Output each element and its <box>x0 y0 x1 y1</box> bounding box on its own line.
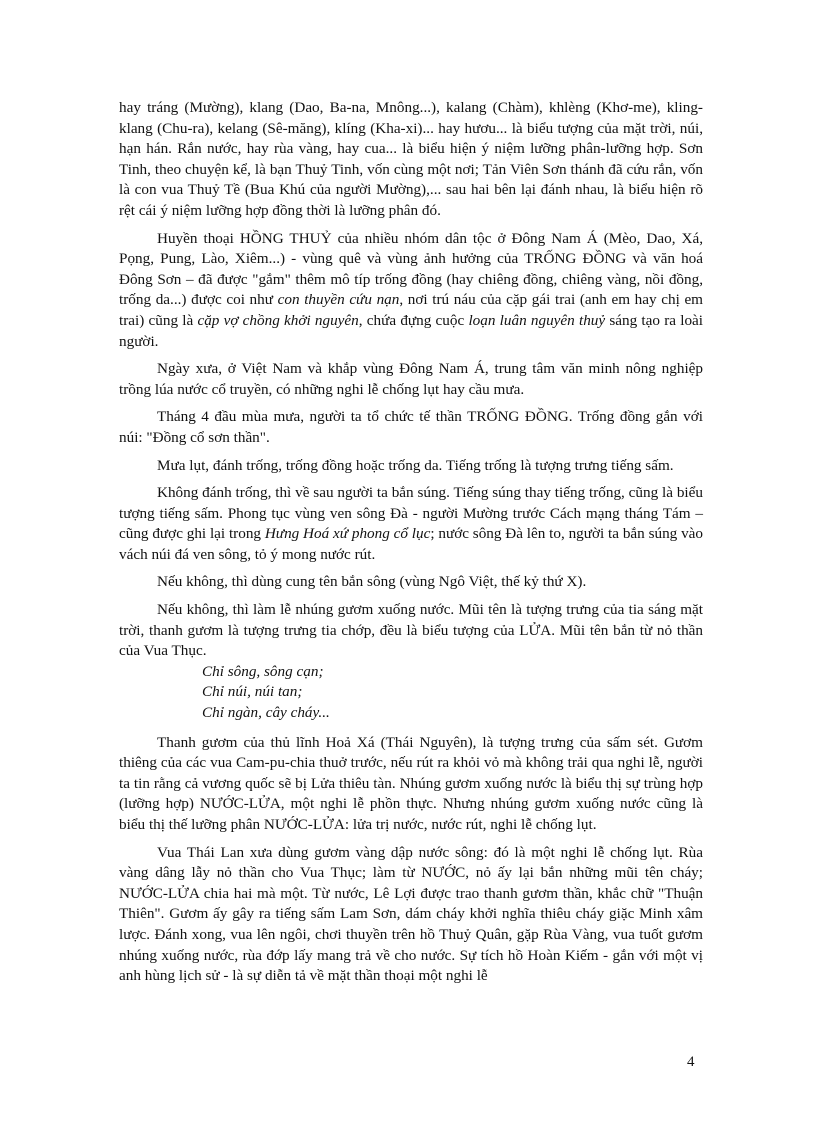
page-number: 4 <box>687 1054 695 1070</box>
paragraph-text: Vua Thái Lan xưa dùng gươm vàng dập nước sông: đó là một nghi lễ chống lụt. Rùa vàng dâng lẫy nỏ thần cho Vua Thục; làm từ NƯỚC, nỏ ấy lại bắn những mũi tên cháy; NƯỚC-LỬA chia hai mà một. Từ nước, Lê Lợi được trao thanh gươm thần, khắc chữ "Thuận Thiên". Gươm ấy gây ra tiếng sấm Lam Sơn, dám cháy khởi nghĩa thiêu cháy giặc Minh xâm lược. Đánh xong, vua lên ngôi, chơi thuyền trên hồ Thuỷ Quân, gặp Rùa Vàng, vua tuốt gươm nhúng xuống nước, rùa đớp lấy mang trả về cho nước. Sự tích hồ Hoàn Kiếm - gắn với một vị anh hùng lịch sử - là sự diễn tả về mặt thần thoại một nghi lễ <box>119 843 703 985</box>
paragraph-text: , nơi trú náu của cặp gái trai (anh em hay chị em trai) cũng là <box>119 291 703 329</box>
verse-line: Chỉ ngàn, cây cháy... <box>202 704 330 722</box>
italic-phrase: loạn luân nguyên thuỷ <box>468 311 606 329</box>
paragraph-1 <box>119 98 703 222</box>
paragraph-text: Không đánh trống, thì về sau người ta bắn súng. Tiếng súng thay tiếng trống, cũng là biểu tượng tiếng sấm. Phong tục vùng ven sông Đà - người Mường trước Cách mạng tháng Tám – cũng được ghi lại trong <box>119 484 703 543</box>
paragraph-text: Huyền thoại HỒNG THUỶ của nhiều nhóm dân tộc ở Đông Nam Á (Mèo, Dao, Xá, Pọng, Pung, Lào, Xiêm...) - vùng quê và vùng ảnh hưởng của TRỐNG ĐỒNG và văn hoá Đông Sơn – đã được "gắm" thêm mô típ trống đồng (hay chiêng đồng, chiêng vàng, nồi đồng, trống da...) được coi như <box>119 229 703 309</box>
italic-phrase: cặp vợ chồng khởi nguyên <box>197 311 359 329</box>
paragraph-text: Nếu không, thì làm lễ nhúng gươm xuống nước. Mũi tên là tượng trưng của tia sáng mặt trời, thanh gươm là tượng trưng tia chớp, đều là biểu tượng của LỬA. Mũi tên bắn từ nỏ thần của Vua Thục. <box>119 601 703 660</box>
paragraph-6 <box>119 483 703 565</box>
verse-block <box>202 662 703 724</box>
paragraph-text: hay tráng (Mường), klang (Dao, Ba-na, Mnông...), kalang (Chàm), khlèng (Khơ-me), kling-klang (Chu-ra), kelang (Sê-măng), klíng (Kha-xi)... hay hươu... là biểu tượng của mặt trời, núi, hạn hán. Rắn nước, hay rùa vàng, hay cua... là biểu hiện ý niệm lưỡng phân-lưỡng hợp. Sơn Tinh, theo chuyện kể, là bạn Thuỷ Tinh, vốn cùng một nơi; Tản Viên Sơn thánh đã cứu rắn, vốn là con vua Thuỷ Tề (Bua Khú của người Mường),... sau hai bên lại đánh nhau, là biểu hiện rõ rệt cái ý niệm lưỡng hợp đồng thời là lưỡng phân đó. <box>119 99 703 219</box>
paragraph-10 <box>119 843 703 987</box>
italic-phrase: con thuyền cứu nạn <box>277 291 400 309</box>
verse-line: Chỉ sông, sông cạn; <box>202 662 324 680</box>
paragraph-text: Nếu không, thì dùng cung tên bắn sông (vùng Ngô Việt, thế kỷ thứ X). <box>157 573 587 591</box>
paragraph-7 <box>119 572 703 593</box>
paragraph-text: ; nước sông Đà lên to, người ta bắn súng vào vách núi đá ven sông, tỏ ý mong nước rút. <box>119 525 703 563</box>
document-page <box>119 98 703 994</box>
paragraph-text: sáng tạo ra loài người. <box>119 311 703 350</box>
verse-line: Chỉ núi, núi tan; <box>202 683 303 701</box>
paragraph-2 <box>119 229 703 353</box>
paragraph-5 <box>119 456 703 477</box>
paragraph-text: Mưa lụt, đánh trống, trống đồng hoặc trống da. Tiếng trống là tượng trưng tiếng sấm. <box>157 456 674 474</box>
paragraph-text: Ngày xưa, ở Việt Nam và khắp vùng Đông Nam Á, trung tâm văn minh nông nghiệp trồng lúa nước cổ truyền, có những nghi lễ chống lụt hay cầu mưa. <box>119 360 703 398</box>
italic-phrase: Hưng Hoá xứ phong cổ lục <box>264 525 431 543</box>
paragraph-8 <box>119 600 703 662</box>
paragraph-text: Thanh gươm của thủ lĩnh Hoả Xá (Thái Nguyên), là tượng trưng của sấm sét. Gươm thiêng của các vua Cam-pu-chia thuở trước, nếu rút ra khỏi vỏ mà không trải qua nghi lễ, người ta tin rằng cả vương quốc sẽ bị Lửa thiêu tàn. Nhúng gươm xuống nước là biểu thị sự trùng hợp (lưỡng hợp) NƯỚC-LỬA, một nghi lễ phồn thực. Nhưng nhúng gươm xuống nước cũng là biểu thị thế lưỡng phân NƯỚC-LỬA: lửa trị nước, nước rút, nghi lễ chống lụt. <box>119 733 703 833</box>
paragraph-3 <box>119 359 703 400</box>
paragraph-text: Tháng 4 đầu mùa mưa, người ta tổ chức tế thần TRỐNG ĐỒNG. Trống đồng gắn với núi: "Đồng cổ sơn thần". <box>119 408 703 446</box>
paragraph-9 <box>119 733 703 836</box>
paragraph-4 <box>119 407 703 448</box>
paragraph-text: , chứa đựng cuộc <box>358 311 469 329</box>
